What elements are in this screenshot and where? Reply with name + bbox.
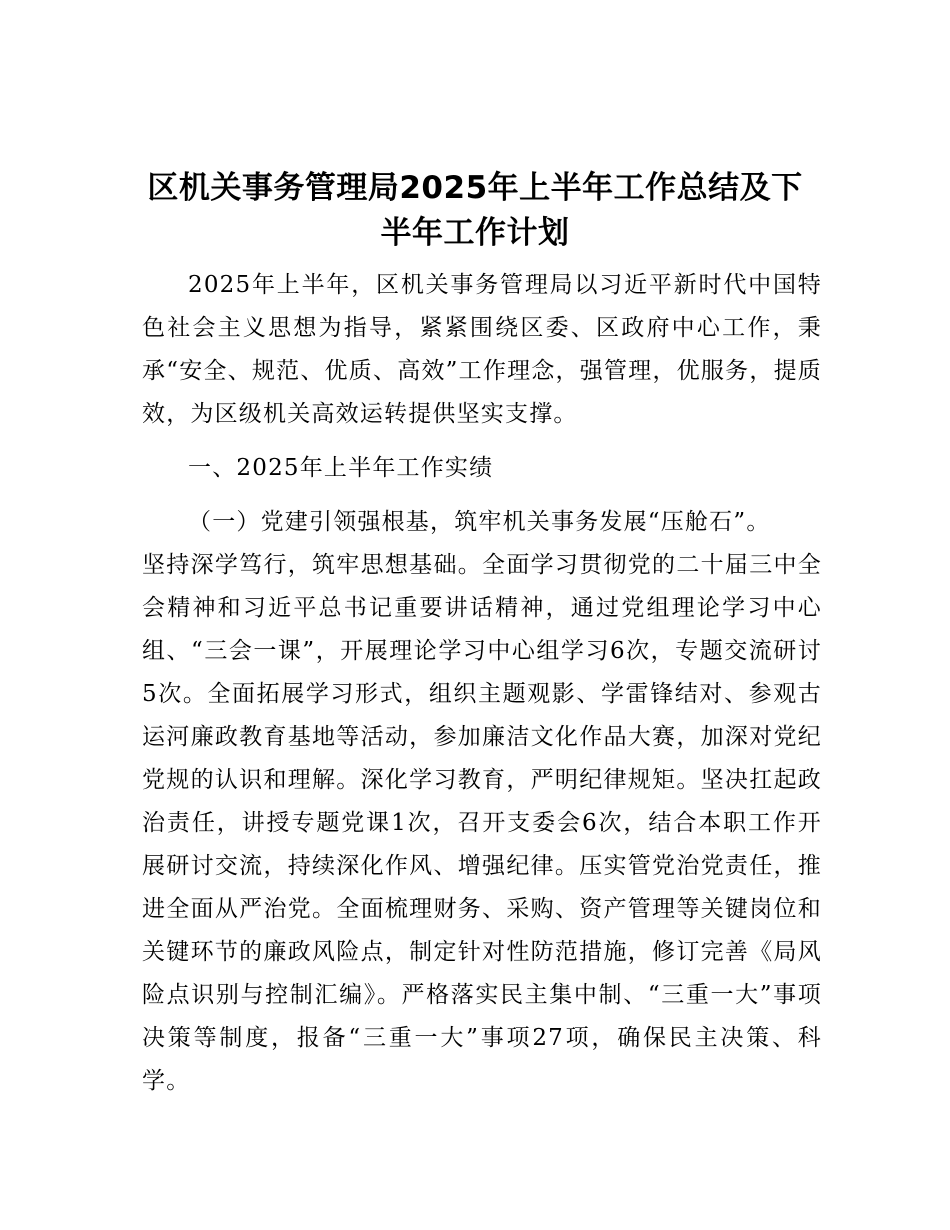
intro-paragraph: 2025年上半年，区机关事务管理局以习近平新时代中国特色社会主义思想为指导，紧紧围绕区委、区政府中心工作，秉承“安全、规范、优质、高效”工作理念，强管理，优服务，提质效，为区级机关高效运转提供坚实支撑。 bbox=[142, 272, 822, 427]
section-heading: 一、2025年上半年工作实绩 bbox=[188, 455, 494, 481]
subsection-heading: （一）党建引领强根基，筑牢机关事务发展“压舱石”。 bbox=[188, 509, 771, 535]
title-line-2: 半年工作计划 bbox=[380, 215, 570, 251]
document-title bbox=[100, 166, 850, 256]
subsection-body-paragraph: 坚持深学笃行，筑牢思想基础。全面学习贯彻党的二十届三中全会精神和习近平总书记重要讲话精神，通过党组理论学习中心组、“三会一课”，开展理论学习中心组学习6次，专题交流研讨5次。全面拓展学习形式，组织主题观影、学雷锋结对、参观古运河廉政教育基地等活动，参加廉洁文化作品大赛，加深对党纪党规的认识和理解。深化学习教育，严明纪律规矩。坚决扛起政治责任，讲授专题党课1次，召开支委会6次，结合本职工作开展研讨交流，持续深化作风、增强纪律。压实管党治党责任，推进全面从严治党。全面梳理财务、采购、资产管理等关键岗位和关键环节的廉政风险点，制定针对性防范措施，修订完善《局风险点识别与控制汇编》。严格落实民主集中制、“三重一大”事项决策等制度，报备“三重一大”事项27项，确保民主决策、科学。 bbox=[142, 552, 822, 1094]
title-line-1: 区机关事务管理局2025年上半年工作总结及下 bbox=[147, 170, 803, 206]
document-body bbox=[142, 264, 822, 1103]
